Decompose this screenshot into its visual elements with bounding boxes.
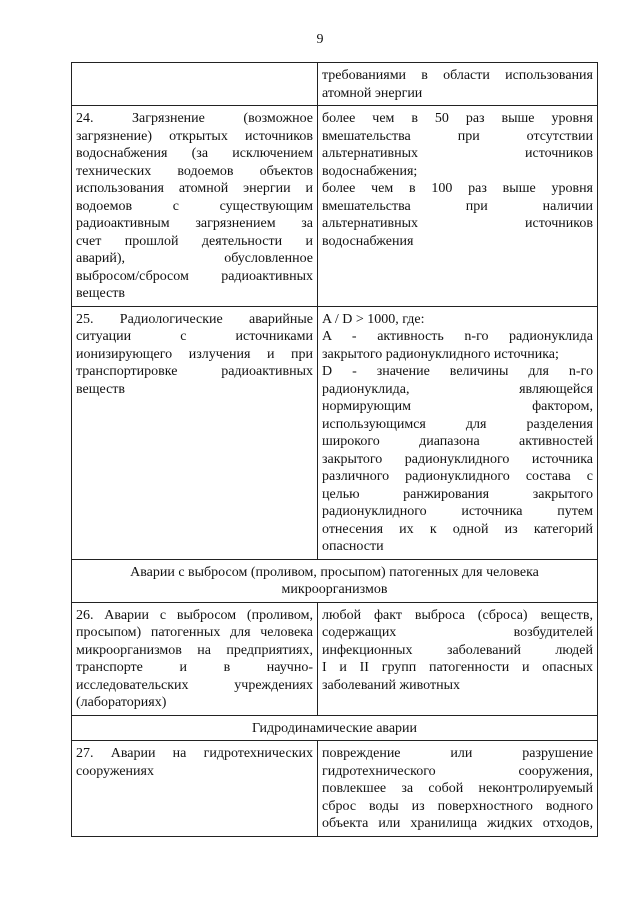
- criteria-line: целью ранжирования закрытого: [322, 486, 593, 502]
- criteria-line: водоснабжения: [322, 233, 414, 249]
- criteria-line: радионуклидного источника путем: [322, 504, 593, 519]
- criteria-line: сброс воды из поверхностного водного: [322, 798, 593, 814]
- section-heading-line: Гидродинамические аварии: [251, 720, 418, 736]
- event-type-line: водоснабжения (за исключением: [76, 146, 313, 161]
- criteria-line: любой факт выброса (сброса) веществ,: [322, 607, 593, 623]
- event-type-line: аварий), обусловленное: [76, 251, 313, 266]
- criteria-line: содержащих возбудителей: [322, 625, 593, 640]
- criteria-line: инфекционных заболеваний людей: [322, 642, 593, 658]
- table-row: [72, 559, 598, 602]
- criteria-line: водоснабжения;: [322, 163, 418, 179]
- event-type-line: веществ: [76, 381, 126, 397]
- event-type-line: 24. Загрязнение (возможное: [76, 111, 313, 126]
- criteria-cell: [318, 106, 598, 307]
- event-type-line: технических водоемов объектов: [76, 163, 313, 179]
- event-type-line: радиоактивным загрязнением за: [76, 216, 313, 231]
- section-heading-line: микроорганизмов: [281, 582, 388, 597]
- criteria-cell: [318, 741, 598, 837]
- criteria-line: A - активность n-го радионуклида: [322, 329, 593, 344]
- event-type-cell: [72, 602, 318, 715]
- criteria-line: закрытого радионуклидного источника;: [322, 346, 559, 362]
- event-type-cell: [72, 741, 318, 837]
- criteria-line: повреждение или разрушение: [322, 746, 593, 761]
- criteria-line: вмешательства при наличии: [322, 198, 593, 214]
- criteria-line: нормирующим фактором,: [322, 399, 593, 414]
- criteria-line: D - значение величины для n-го: [322, 364, 593, 379]
- event-type-line: транспортировке радиоактивных: [76, 364, 313, 379]
- event-type-line: 25. Радиологические аварийные: [76, 311, 313, 327]
- criteria-line: повлекшее за собой неконтролируемый: [322, 781, 593, 796]
- table-row: [72, 306, 598, 559]
- criteria-line: широкого диапазона активностей: [322, 434, 593, 449]
- event-type-line: сооружениях: [76, 763, 154, 779]
- criteria-line: радионуклида, являющейся: [322, 381, 593, 397]
- event-type-line: использования атомной энергии и: [76, 181, 313, 196]
- criteria-line: более чем в 50 раз выше уровня: [322, 111, 593, 126]
- event-type-line: просыпом) патогенных для человека: [76, 625, 313, 640]
- event-type-cell: [72, 306, 318, 559]
- table-row: [72, 106, 598, 307]
- event-type-line: ситуации с источниками: [76, 329, 313, 344]
- page-number: 9: [316, 32, 324, 47]
- criteria-cell: [318, 63, 598, 106]
- event-type-line: водоемов с существующим: [76, 198, 313, 214]
- criteria-line: требованиями в области использования: [322, 68, 593, 83]
- section-heading-line: Аварии с выбросом (проливом, просыпом) патогенных для человека: [130, 564, 539, 580]
- event-type-line: 26. Аварии с выбросом (проливом,: [76, 607, 313, 623]
- criteria-line: вмешательства при отсутствии: [322, 128, 593, 144]
- criteria-line: более чем в 100 раз выше уровня: [322, 181, 593, 196]
- regulation-table: [71, 62, 598, 837]
- criteria-cell: [318, 602, 598, 715]
- event-type-line: загрязнение) открытых источников: [76, 128, 313, 144]
- table-row: [72, 715, 598, 741]
- event-type-cell: [72, 106, 318, 307]
- criteria-line: атомной энергии: [322, 85, 423, 101]
- criteria-line: опасности: [322, 539, 384, 554]
- table-row: [72, 741, 598, 837]
- event-type-line: выбросом/сбросом радиоактивных: [76, 268, 313, 284]
- event-type-line: микроорганизмов на предприятиях,: [76, 642, 313, 658]
- criteria-line: I и II групп патогенности и опасных: [322, 660, 593, 675]
- criteria-line: альтернативных источников: [322, 216, 593, 231]
- criteria-line: закрытого радионуклидного источника: [322, 451, 593, 467]
- section-heading: [72, 715, 598, 741]
- event-type-line: транспорте и в научно-: [76, 660, 313, 675]
- event-type-line: веществ: [76, 286, 126, 301]
- criteria-line: объекта или хранилища жидких отходов,: [322, 816, 593, 831]
- event-type-line: счет прошлой деятельности и: [76, 233, 313, 249]
- event-type-line: исследовательских учреждениях: [76, 677, 313, 693]
- criteria-line: гидротехнического сооружения,: [322, 763, 593, 779]
- criteria-cell: [318, 306, 598, 559]
- criteria-line: заболеваний животных: [322, 677, 461, 693]
- event-type-cell: [72, 63, 318, 106]
- table-row: [72, 602, 598, 715]
- section-heading: [72, 559, 598, 602]
- criteria-line: использующимся для разделения: [322, 416, 593, 432]
- event-type-line: 27. Аварии на гидротехнических: [76, 746, 313, 761]
- criteria-line: отнесения их к одной из категорий: [322, 521, 593, 537]
- criteria-line: различного радионуклидного состава с: [322, 469, 593, 484]
- event-type-line: ионизирующего излучения и при: [76, 346, 313, 362]
- criteria-line: A / D > 1000, где:: [322, 311, 425, 327]
- event-type-line: (лабораториях): [76, 695, 167, 710]
- table-row: [72, 63, 598, 106]
- criteria-line: альтернативных источников: [322, 146, 593, 161]
